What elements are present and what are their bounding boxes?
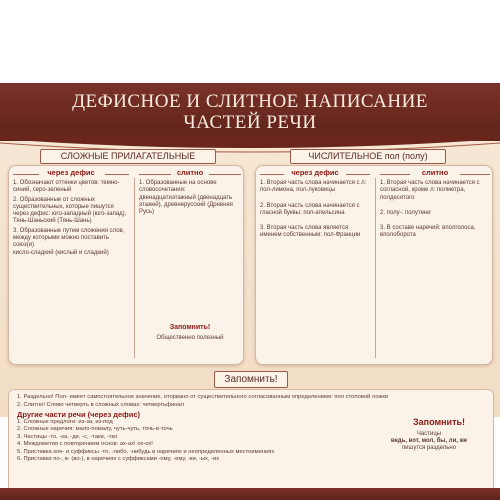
list-item: 1. Сложные предлоги: из-за, из-под <box>17 418 113 425</box>
page-subtitle: ЧАСТЕЙ РЕЧИ <box>183 112 317 133</box>
numerals-hyphen-column <box>256 166 374 364</box>
list-item: 4. Междометия с повторением основ: ах-ах! ох-ох! <box>17 441 153 447</box>
adjectives-solid-column <box>135 166 245 364</box>
remember-right-label: Запомнить! <box>412 417 466 427</box>
adjectives-hyphen-list <box>13 180 130 259</box>
adjectives-solid-list <box>139 180 242 218</box>
page-title: ДЕФИСНОЕ И СЛИТНОЕ НАПИСАНИЕ <box>72 91 428 112</box>
adjectives-solid-title: слитно <box>176 168 204 177</box>
list-item: 2. полу-: полутени <box>380 209 431 216</box>
list-item: 2. Сложные наречия: мало-помалу, чуть-чуть, точь-в-точь <box>17 426 173 432</box>
list-item: 3. Образованные путем сложения слов, между которыми можно поставить союз(и) <box>13 227 125 249</box>
adjectives-hyphen-title: через дефис <box>47 168 95 177</box>
numerals-header: ЧИСЛИТЕЛЬНОЕ пол (полу) <box>290 149 446 164</box>
numerals-hyphen-title: через дефис <box>291 168 339 177</box>
remember-header: Запомнить! <box>214 371 288 388</box>
adjectives-remember-text: Общественно полезный <box>156 335 224 341</box>
remember-panel <box>8 389 494 499</box>
list-item: кисло-сладкий (кислый и сладкий) <box>13 249 109 256</box>
numerals-panel <box>255 165 493 365</box>
particles-line-1: Частицы <box>416 431 442 437</box>
particles-line-2: ведь, вот, мол, бы, ли, же <box>390 438 468 444</box>
list-item: 2. Вторая часть слова начинается с гласной буквы: пол-апельсина <box>260 202 360 216</box>
adjectives-remember-label: Запомнить! <box>169 324 211 331</box>
list-item: 1. Вторая часть слова начинается с л: пол-лимона, пол-луковицы <box>260 180 367 194</box>
list-item: 1. Раздельно! Пол- имеет самостоятельное значение, оторвано от существительного согласованным определением: пол столовой ложки <box>17 394 389 400</box>
list-item: 1. Образованные на основе словосочетания: двенадцатиэтажный (двенадцать этажей), древнерусский (Древняя Русь) <box>139 180 233 216</box>
adjectives-header: СЛОЖНЫЕ ПРИЛАГАТЕЛЬНЫЕ <box>40 149 216 164</box>
list-item: 1. Обозначают оттенки цветов: темно-синий, серо-зеленый <box>13 180 120 194</box>
particles-note <box>369 431 489 452</box>
numerals-solid-title: слитно <box>421 168 449 177</box>
list-item: 6. Приставки по-, в- (во-), в наречиях с суффиксами -ому, -ему, -ки, -ых, -их <box>17 456 220 462</box>
title-banner <box>0 83 500 141</box>
adjectives-hyphen-column <box>9 166 133 364</box>
list-item: 2. Образованные от сложных существительных, которые пишутся через дефис: юго-западный (юго-запад), Тянь-Шаньский (Тянь-Шань) <box>13 196 127 225</box>
numerals-solid-column <box>376 166 494 364</box>
adjectives-panel <box>8 165 244 365</box>
numerals-hyphen-list <box>260 180 371 242</box>
list-item: 2. Слитно! Слово четверть в сложных словах: четвертьфинал <box>17 401 184 408</box>
numerals-solid-list <box>380 180 491 242</box>
list-item: 1. Вторая часть слова начинается с согласной, кроме л: полметра, полдесятого <box>380 180 480 201</box>
other-parts-title: Другие части речи (через дефис) <box>17 409 141 419</box>
remember-list <box>17 394 487 464</box>
list-item: 3. В составе наречий: вполголоса, вполоборота <box>380 225 476 239</box>
list-item: 5. Приставка кое- и суффиксы -то, -либо, -нибудь в наречиях и неопределенных местоимениях <box>17 448 275 455</box>
particles-line-3: пишутся раздельно <box>401 445 457 451</box>
poster <box>0 83 500 462</box>
list-item: 3. Частицы -то, -ка, -де, -с, -таки, -тко <box>17 433 118 440</box>
list-item: 3. Вторая часть слова является именем собственным: пол-Франции <box>260 225 361 239</box>
footer-band <box>0 488 500 500</box>
